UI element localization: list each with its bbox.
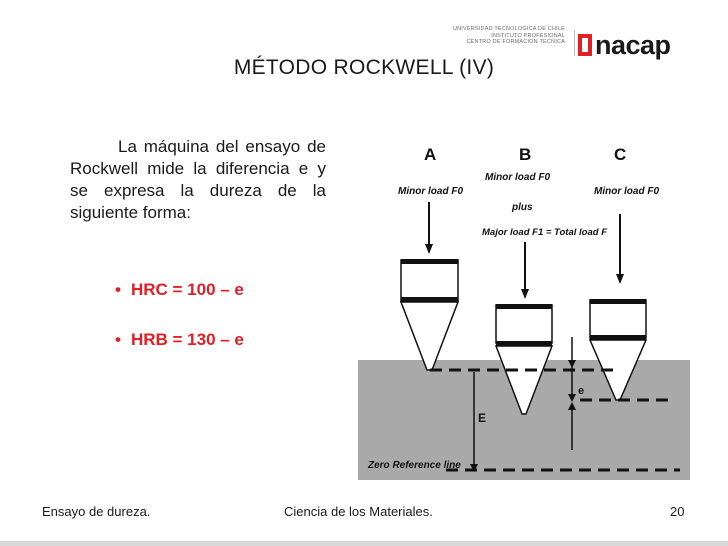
label-e-small: e	[578, 385, 585, 397]
bottom-bar	[0, 541, 728, 546]
bullet-hrc	[115, 280, 244, 300]
label-major-b: Major load F1 = Total load F	[482, 227, 608, 238]
label-b: B	[519, 145, 532, 164]
label-e-big: E	[478, 411, 487, 425]
university-line: UNIVERSIDAD TECNOLOGICA DE CHILE	[452, 26, 565, 32]
label-plus: plus	[512, 202, 533, 213]
rockwell-diagram	[350, 132, 690, 482]
header-divider	[574, 30, 575, 56]
label-minor-a: Minor load F0	[398, 186, 463, 197]
label-minor-b: Minor load F0	[485, 172, 550, 183]
university-line: INSTITUTO PROFESIONAL	[491, 32, 565, 39]
label-a: A	[424, 145, 437, 164]
logo-mark-icon	[578, 34, 592, 56]
indenter-a	[401, 202, 458, 370]
bullet-text: HRC = 100 – e	[130, 280, 244, 299]
logo-text: nacap	[595, 30, 671, 60]
footer-center: Ciencia de los Materiales.	[284, 504, 433, 519]
inacap-logo	[578, 32, 671, 58]
footer-left: Ensayo de dureza.	[42, 504, 151, 519]
university-caption	[453, 26, 565, 46]
bullet-dot: •	[115, 330, 121, 349]
page-number: 20	[670, 504, 685, 519]
label-zero-reference: Zero Reference line	[368, 460, 461, 471]
body-paragraph: La máquina del ensayo de Rockwell mide la diferencia e y se expresa la dureza de la siguiente forma:	[70, 137, 326, 222]
university-line: CENTRO DE FORMACION TECNICA	[466, 39, 565, 45]
label-minor-c: Minor load F0	[594, 186, 659, 197]
bullet-hrb	[115, 330, 244, 350]
bullet-dot: •	[115, 280, 121, 299]
bullet-text: HRB = 130 – e	[130, 330, 244, 349]
slide-title: MÉTODO ROCKWELL (IV)	[233, 56, 495, 79]
label-c: C	[614, 145, 627, 164]
